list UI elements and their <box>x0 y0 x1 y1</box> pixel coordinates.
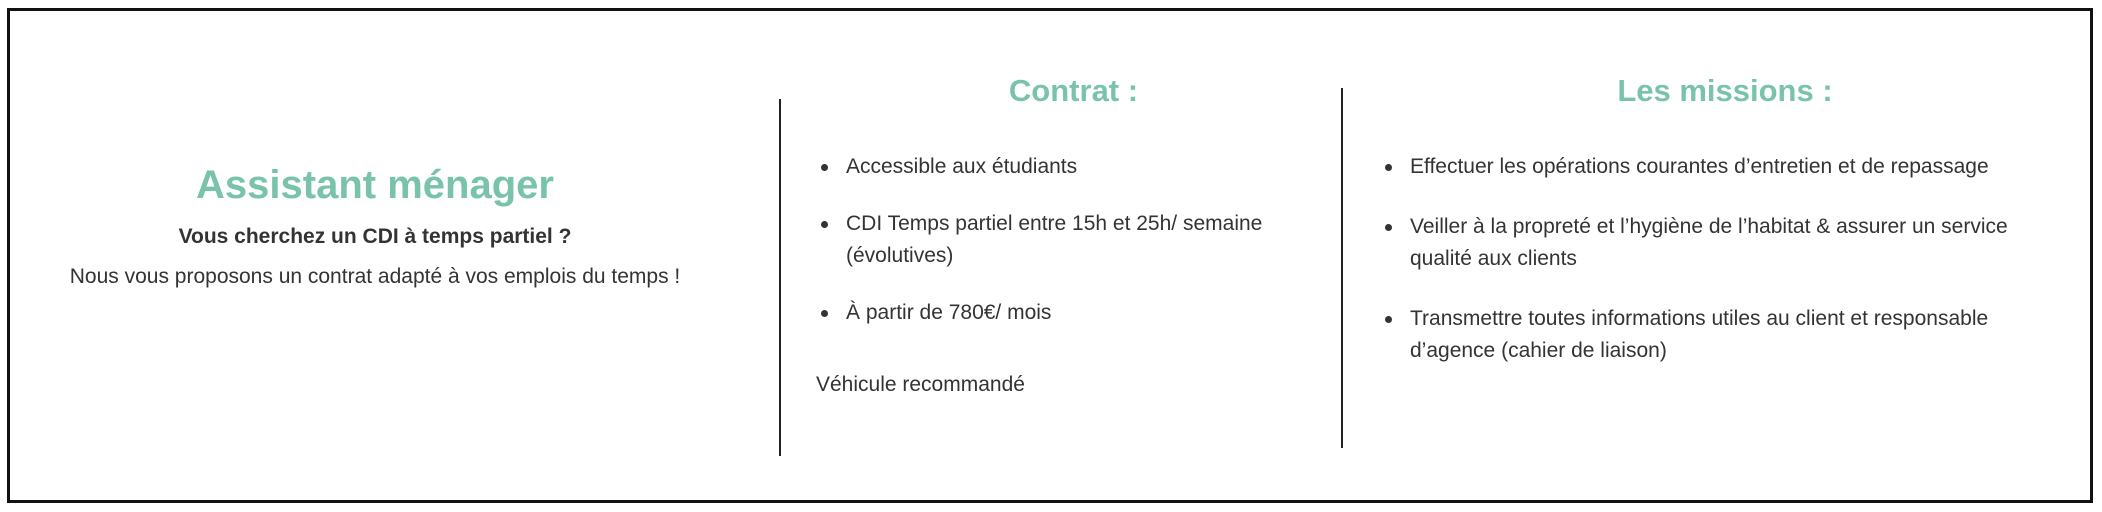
contract-item-text: À partir de 780€/ mois <box>846 301 1052 324</box>
contract-section <box>816 71 1316 401</box>
bullet-icon <box>1385 224 1392 231</box>
mission-item-text: Transmettre toutes informations utiles au client et responsable d’agence (cahier de liaison) <box>1410 307 1989 362</box>
contract-item-text: Accessible aux étudiants <box>846 155 1078 178</box>
job-title: Assistant ménager <box>196 163 554 207</box>
job-summary <box>20 161 730 291</box>
vehicle-note: Véhicule recommandé <box>816 373 1025 396</box>
bullet-icon <box>821 164 828 171</box>
missions-title: Les missions : <box>1617 73 1833 108</box>
bullet-icon <box>1385 164 1392 171</box>
contract-item <box>816 208 1316 272</box>
job-offer-card <box>7 8 2093 503</box>
mission-item-text: Effectuer les opérations courantes d’entretien et de repassage <box>1410 155 1989 178</box>
job-tagline: Nous vous proposons un contrat adapté à vos emplois du temps ! <box>69 265 681 288</box>
contract-list <box>816 151 1316 329</box>
contract-title: Contrat : <box>1008 73 1139 108</box>
bullet-icon <box>821 221 828 228</box>
contract-item <box>816 151 1316 183</box>
column-divider-right <box>1341 88 1343 448</box>
bullet-icon <box>821 310 828 317</box>
job-subtitle: Vous cherchez un CDI à temps partiel ? <box>178 225 572 248</box>
mission-item-text: Veiller à la propreté et l’hygiène de l’habitat & assurer un service qualité aux clients <box>1410 215 2008 270</box>
missions-section <box>1380 71 2070 395</box>
mission-item <box>1380 151 2070 183</box>
bullet-icon <box>1385 316 1392 323</box>
contract-item-text: CDI Temps partiel entre 15h et 25h/ semaine (évolutives) <box>846 212 1263 267</box>
mission-item <box>1380 303 2070 367</box>
missions-list <box>1380 151 2070 367</box>
column-divider-left <box>779 99 781 456</box>
mission-item <box>1380 211 2070 275</box>
contract-item <box>816 297 1316 329</box>
